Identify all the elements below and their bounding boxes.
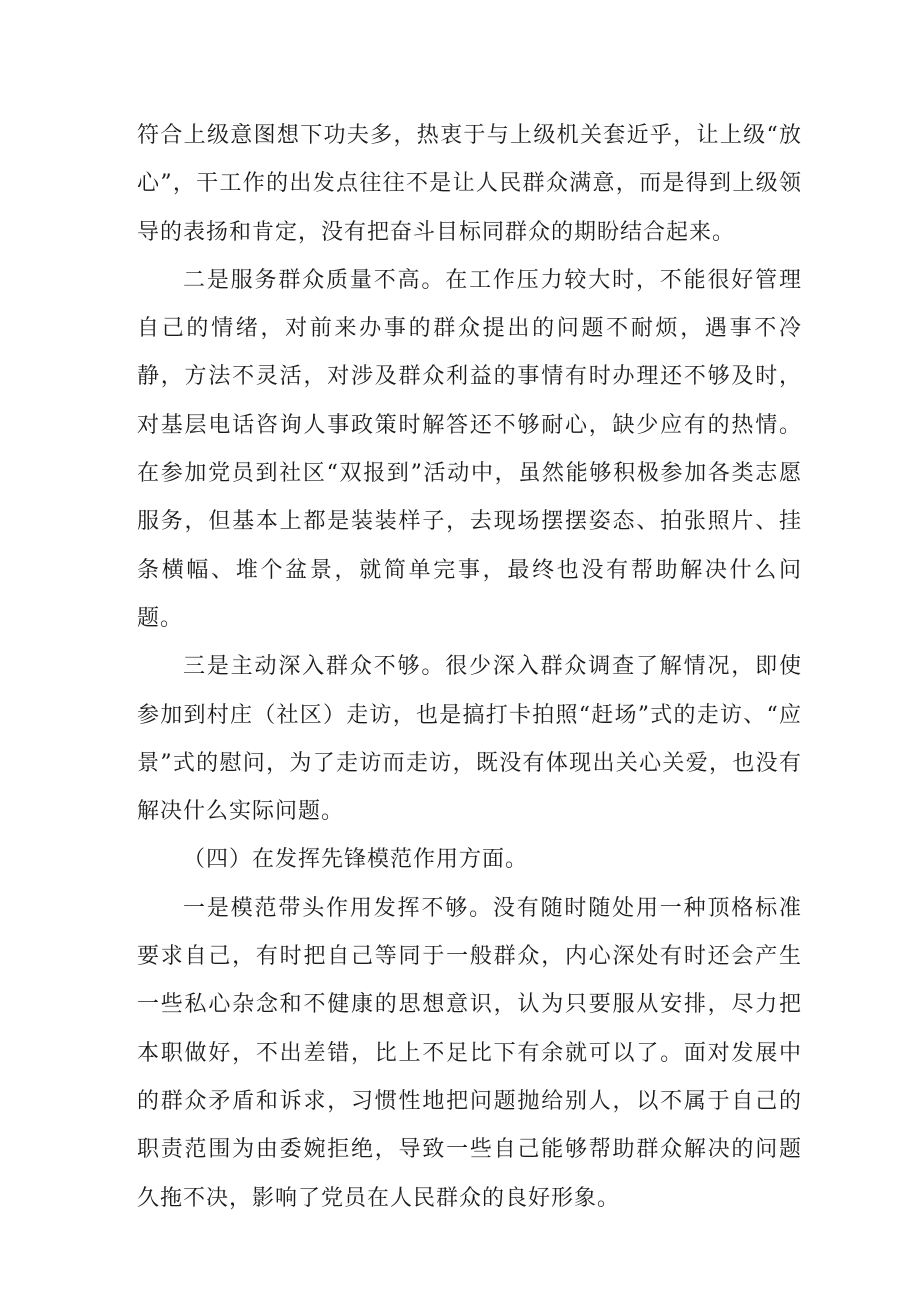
section-heading-vanguard-role: （四）在发挥先锋模范作用方面。 [183, 847, 529, 873]
document-body [137, 112, 802, 1223]
paragraph-continued: 符合上级意图想下功夫多，热衷于与上级机关套近乎，让上级“放心”，干工作的出发点往往不是让人民群众满意，而是得到上级领导的表扬和肯定，没有把奋斗目标同群众的期盼结合起来。 [137, 123, 802, 245]
paragraph-go-deep-among-masses: 三是主动深入群众不够。很少深入群众调查了解情况，即使参加到村庄（社区）走访，也是搞打卡拍照“赶场”式的走访、“应景”式的慰问，为了走访而走访，既没有体现出关心关爱，也没有解决什么实际问题。 [137, 654, 802, 825]
paragraph-exemplary-role: 一是模范带头作用发挥不够。没有随时随处用一种顶格标准要求自己，有时把自己等同于一般群众，内心深处有时还会产生一些私心杂念和不健康的思想意识，认为只要服从安排，尽力把本职做好，不出差错，比上不足比下有余就可以了。面对发展中的群众矛盾和诉求，习惯性地把问题抛给别人，以不属于自己的职责范围为由委婉拒绝，导致一些自己能够帮助群众解决的问题久拖不决，影响了党员在人民群众的良好形象。 [137, 895, 802, 1211]
paragraph-serve-masses-quality: 二是服务群众质量不高。在工作压力较大时，不能很好管理自己的情绪，对前来办事的群众提出的问题不耐烦，遇事不冷静，方法不灵活，对涉及群众利益的事情有时办理还不够及时，对基层电话咨询人事政策时解答还不够耐心，缺少应有的热情。在参加党员到社区“双报到”活动中，虽然能够积极参加各类志愿服务，但基本上都是装装样子，去现场摆摆姿态、拍张照片、挂条横幅、堆个盆景，就简单完事，最终也没有帮助解决什么问题。 [137, 267, 802, 631]
